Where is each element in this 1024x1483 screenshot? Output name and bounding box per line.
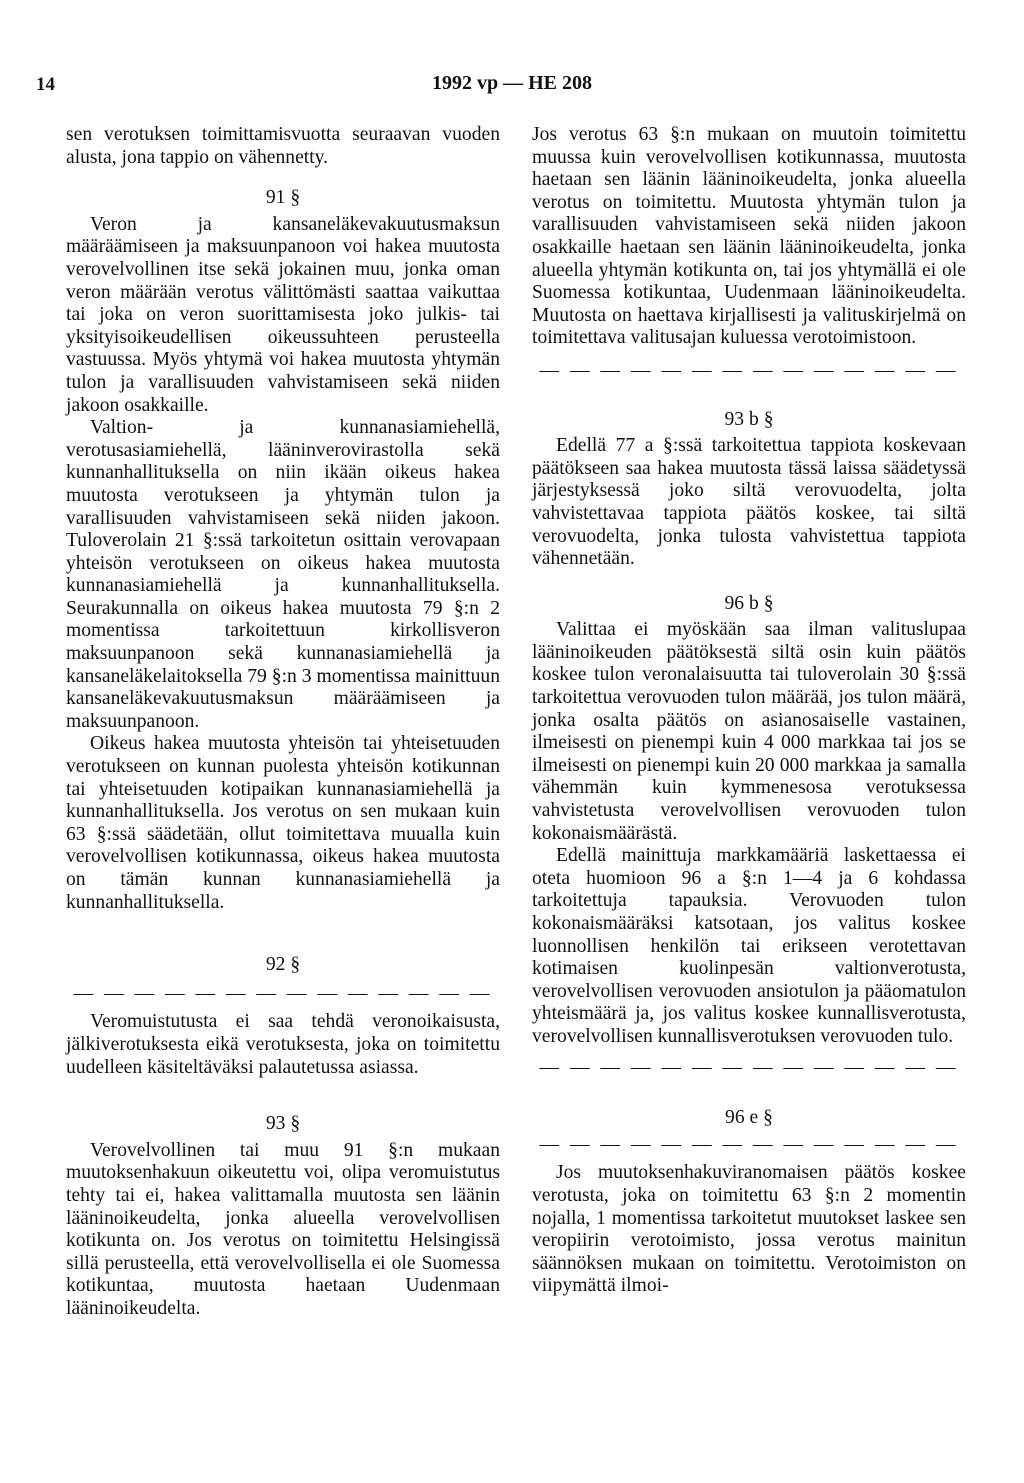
section-heading-96b: 96 b § — [724, 592, 774, 614]
page-number: 14 — [36, 74, 55, 95]
omission-dashes: — — — — — — — — — — — — — — — [73, 982, 493, 1004]
paragraph: Veron ja kansaneläkevakuutusmaksun määräämiseen ja maksuunpanoon voi hakea muutosta verovelvollinen itse sekä jokainen muu, jonka oman veron määrään verotus välittömästi saattaa vaikuttaa tai joka on veron suorittamisesta joko julkis- tai yksityisoikeudellisen oikeussuhteen perusteella vastuussa. Myös yhtymä voi hakea muutosta yhtymän tulon ja varallisuuden vahvistamiseen sekä niiden jakoon osakkaille. — [66, 213, 500, 416]
omission-dashes: — — — — — — — — — — — — — — — [539, 1133, 959, 1155]
omission-dashes: — — — — — — — — — — — — — — — [539, 1056, 959, 1078]
paragraph: sen verotuksen toimittamisvuotta seuraavan vuoden alusta, jona tappio on vähennetty. — [66, 124, 500, 168]
left-column — [66, 124, 500, 1321]
page-header: 1992 vp — HE 208 — [431, 72, 593, 94]
paragraph: Oikeus hakea muutosta yhteisön tai yhteisetuuden verotukseen on kunnan puolesta yhteisön kotikunnan tai yhteisetuuden kotipaikan kunnanasiamiehellä ja kunnanhallituksella. Jos verotus on sen mukaan kuin 63 §:ssä säädetään, ollut toimitettava muualla kuin verovelvollisen kotikunnassa, oikeus hakea muutosta on tämän kunnan kunnanasiamiehellä ja kunnanhallituksella. — [66, 733, 500, 913]
section-heading-91: 91 § — [265, 187, 301, 209]
omission-dashes: — — — — — — — — — — — — — — — [539, 359, 959, 381]
section-heading-92: 92 § — [265, 954, 301, 976]
paragraph: Edellä mainittuja markkamääriä laskettaessa ei oteta huomioon 96 a §:n 1—4 ja 6 kohdassa tarkoitettuja tapauksia. Verovuoden tulon kokonaismääräksi katsotaan, jos valitus koskee luonnollisen henkilön tai erikseen verotettavan kotimaisen kuolinpesän valtionverotusta, verovelvollisen verovuoden ansiotulon ja pääomatulon yhteismäärä ja, jos valitus koskee kunnallisverotusta, verovelvollisen kunnallisverotuksen verovuoden tulo. — [532, 845, 966, 1047]
paragraph: Jos verotus 63 §:n mukaan on muutoin toimitettu muussa kuin verovelvollisen kotikunnassa, muutosta haetaan sen läänin lääninoikeudelta, jonka alueella verotus on toimitettu. Muutosta yhtymän tulon ja varallisuuden vahvistamiseen sekä niiden jakoon osakkaille haetaan sen läänin lääninoikeudelta, jonka alueella yhtymän kotikunta on, tai jos yhtymällä ei ole Suomessa kotikuntaa, Uudenmaan lääninoikeudelta. Muutosta on haettava kirjallisesti ja valituskirjelmä on toimitettava valitusajan kuluessa verotoimistoon. — [532, 124, 966, 349]
right-column — [532, 124, 966, 1298]
section-heading-93: 93 § — [265, 1113, 301, 1135]
paragraph: Veromuistutusta ei saa tehdä veronoikaisusta, jälkiverotuksesta eikä verotuksesta, joka on toimitettu uudelleen käsiteltäväksi palautetussa asiassa. — [66, 1011, 500, 1078]
section-heading-93b: 93 b § — [724, 408, 774, 430]
paragraph: Valtion- ja kunnanasiamiehellä, verotusasiamiehellä, lääninverovirastolla sekä kunnanhallituksella on niin ikään oikeus hakea muutosta verotukseen ja yhtymän tulon ja varallisuuden vahvistamiseen sekä niiden jakoon. Tuloverolain 21 §:ssä tarkoitetun osittain verovapaan yhteisön verotukseen on oikeus hakea muutosta kunnanasiamiehellä ja kunnanhallituksella. Seurakunnalla on oikeus hakea muutosta 79 §:n 2 momentissa tarkoitettuun kirkollisveron maksuunpanoon sekä kunnanasiamiehellä ja kansaneläkelaitoksella 79 §:n 3 momentissa mainittuun kansaneläkevakuutusmaksun määräämiseen ja maksuunpanoon. — [66, 417, 500, 732]
paragraph: Valittaa ei myöskään saa ilman valituslupaa lääninoikeuden päätöksestä siltä osin kuin päätös koskee tulon veronalaisuutta tai tuloverolain 30 §:ssä tarkoitettua verovuoden tulon määrää, jos tulon määrä, jonka osalta päätös on asianosaiselle vastainen, ilmeisesti on pienempi kuin 4 000 markkaa tai jos se ilmeisesti on pienempi kuin 20 000 markkaa ja samalla vähemmän kuin kymmenesosa verotuksessa vahvistetusta verovelvollisen verovuoden tulon kokonaismäärästä. — [532, 619, 966, 844]
section-heading-96e: 96 e § — [725, 1107, 773, 1129]
paragraph: Verovelvollinen tai muu 91 §:n mukaan muutoksenhakuun oikeutettu voi, olipa veromuistutus tehty tai ei, hakea valittamalla muutosta sen läänin lääninoikeudelta, jonka alueella verovelvollisen kotikunta on. Jos verotus on toimitettu Helsingissä sillä perusteella, että verovelvollisella ei ole Suomessa kotikuntaa, muutosta haetaan Uudenmaan lääninoikeudelta. — [66, 1139, 500, 1319]
paragraph: Edellä 77 a §:ssä tarkoitettua tappiota koskevaan päätökseen saa hakea muutosta tässä laissa säädetyssä järjestyksessä joko siltä verovuodelta, jolta vahvistettavaa tappiota päätös koskee, tai siltä verovuodelta, jonka tulosta vahvistettua tappiota vähennetään. — [532, 435, 966, 570]
paragraph: Jos muutoksenhakuviranomaisen päätös koskee verotusta, joka on toimitettu 63 §:n 2 momentin nojalla, 1 momentissa tarkoitetut muutokset laskee sen veropiirin verotoimisto, jossa verotus mainitun säännöksen mukaan on toimitettu. Verotoimiston on viipymättä ilmoi- — [532, 1162, 966, 1297]
